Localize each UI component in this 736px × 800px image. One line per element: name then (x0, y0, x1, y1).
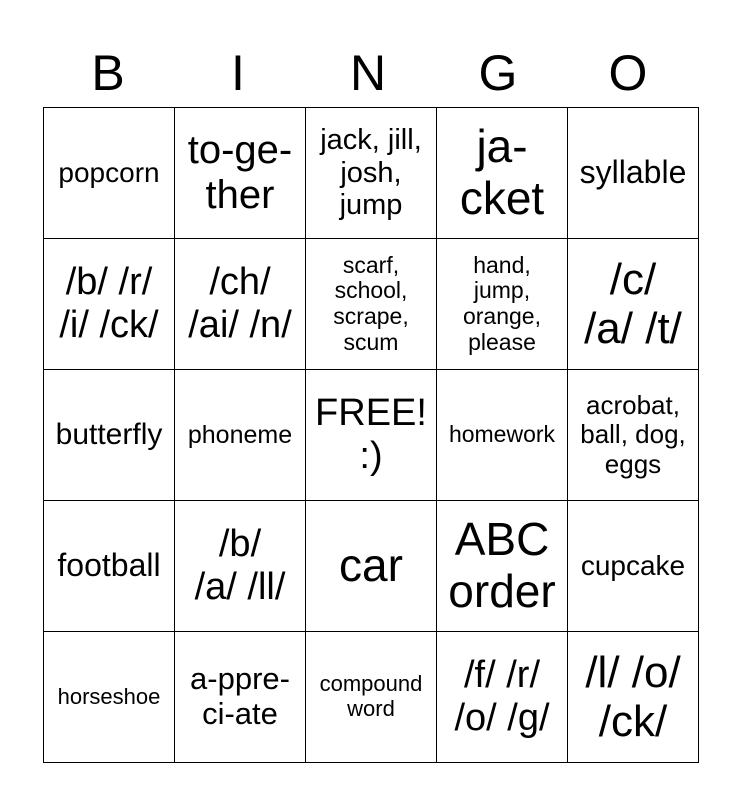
cell-text: scarf, school, scrape, scum (333, 251, 409, 355)
bingo-cell[interactable] (568, 108, 699, 239)
cell-text: horseshoe (57, 683, 161, 709)
cell-text: acrobat, ball, dog, eggs (580, 390, 686, 479)
cell-text: homework (448, 421, 556, 448)
bingo-cell[interactable] (175, 239, 306, 370)
free-space-cell[interactable] (306, 370, 437, 501)
bingo-cell[interactable] (44, 632, 175, 763)
bingo-cell[interactable] (175, 632, 306, 763)
board-row-1 (44, 108, 699, 239)
cell-text: /l/ /o/ /ck/ (585, 647, 681, 746)
cell-text: popcorn (58, 157, 160, 189)
bingo-cell[interactable] (175, 501, 306, 632)
cell-text: jack, jill, josh, jump (320, 124, 422, 222)
bingo-cell[interactable] (568, 632, 699, 763)
bingo-cell[interactable] (306, 632, 437, 763)
board-row-2 (44, 239, 699, 370)
header-letter-n: N (349, 45, 387, 101)
board-row-4 (44, 501, 699, 632)
cell-text: compound word (319, 671, 423, 721)
header-letter-b: B (91, 45, 125, 101)
bingo-cell[interactable] (306, 239, 437, 370)
cell-text: /b/ /r/ /i/ /ck/ (59, 261, 159, 346)
bingo-cell[interactable] (568, 370, 699, 501)
bingo-cell[interactable] (437, 501, 568, 632)
free-space-text: FREE! :) (315, 392, 427, 477)
board-row-5 (44, 632, 699, 763)
bingo-cell[interactable] (44, 239, 175, 370)
cell-text: /c/ /a/ /t/ (584, 254, 682, 353)
bingo-cell[interactable] (175, 108, 306, 239)
cell-text: cupcake (580, 550, 686, 582)
bingo-header (43, 40, 693, 106)
bingo-cell[interactable] (437, 632, 568, 763)
cell-text: /b/ /a/ /ll/ (194, 523, 286, 608)
bingo-cell[interactable] (437, 108, 568, 239)
cell-text: ABC order (448, 513, 556, 617)
bingo-cell[interactable] (306, 501, 437, 632)
bingo-board (43, 107, 699, 763)
cell-text: to-ge- ther (187, 128, 293, 217)
bingo-cell[interactable] (44, 108, 175, 239)
cell-text: /f/ /r/ /o/ /g/ (454, 654, 550, 739)
bingo-cell[interactable] (306, 108, 437, 239)
board-row-3 (44, 370, 699, 501)
cell-text: phoneme (187, 421, 293, 449)
cell-text: car (339, 539, 403, 592)
bingo-cell[interactable] (568, 239, 699, 370)
bingo-cell[interactable] (44, 501, 175, 632)
cell-text: football (57, 547, 161, 584)
bingo-cell[interactable] (437, 370, 568, 501)
header-letter-g: G (478, 45, 518, 101)
cell-text: a-ppre- ci-ate (190, 661, 290, 731)
cell-text: hand, jump, orange, please (462, 251, 541, 355)
cell-text: /ch/ /ai/ /n/ (188, 261, 292, 346)
bingo-cell[interactable] (437, 239, 568, 370)
header-letter-i: I (231, 45, 245, 101)
bingo-cell[interactable] (568, 501, 699, 632)
cell-text: ja- cket (459, 120, 545, 224)
header-letter-o: O (608, 45, 648, 101)
cell-text: syllable (579, 154, 687, 191)
bingo-cell[interactable] (44, 370, 175, 501)
bingo-cell[interactable] (175, 370, 306, 501)
cell-text: butterfly (55, 418, 163, 452)
